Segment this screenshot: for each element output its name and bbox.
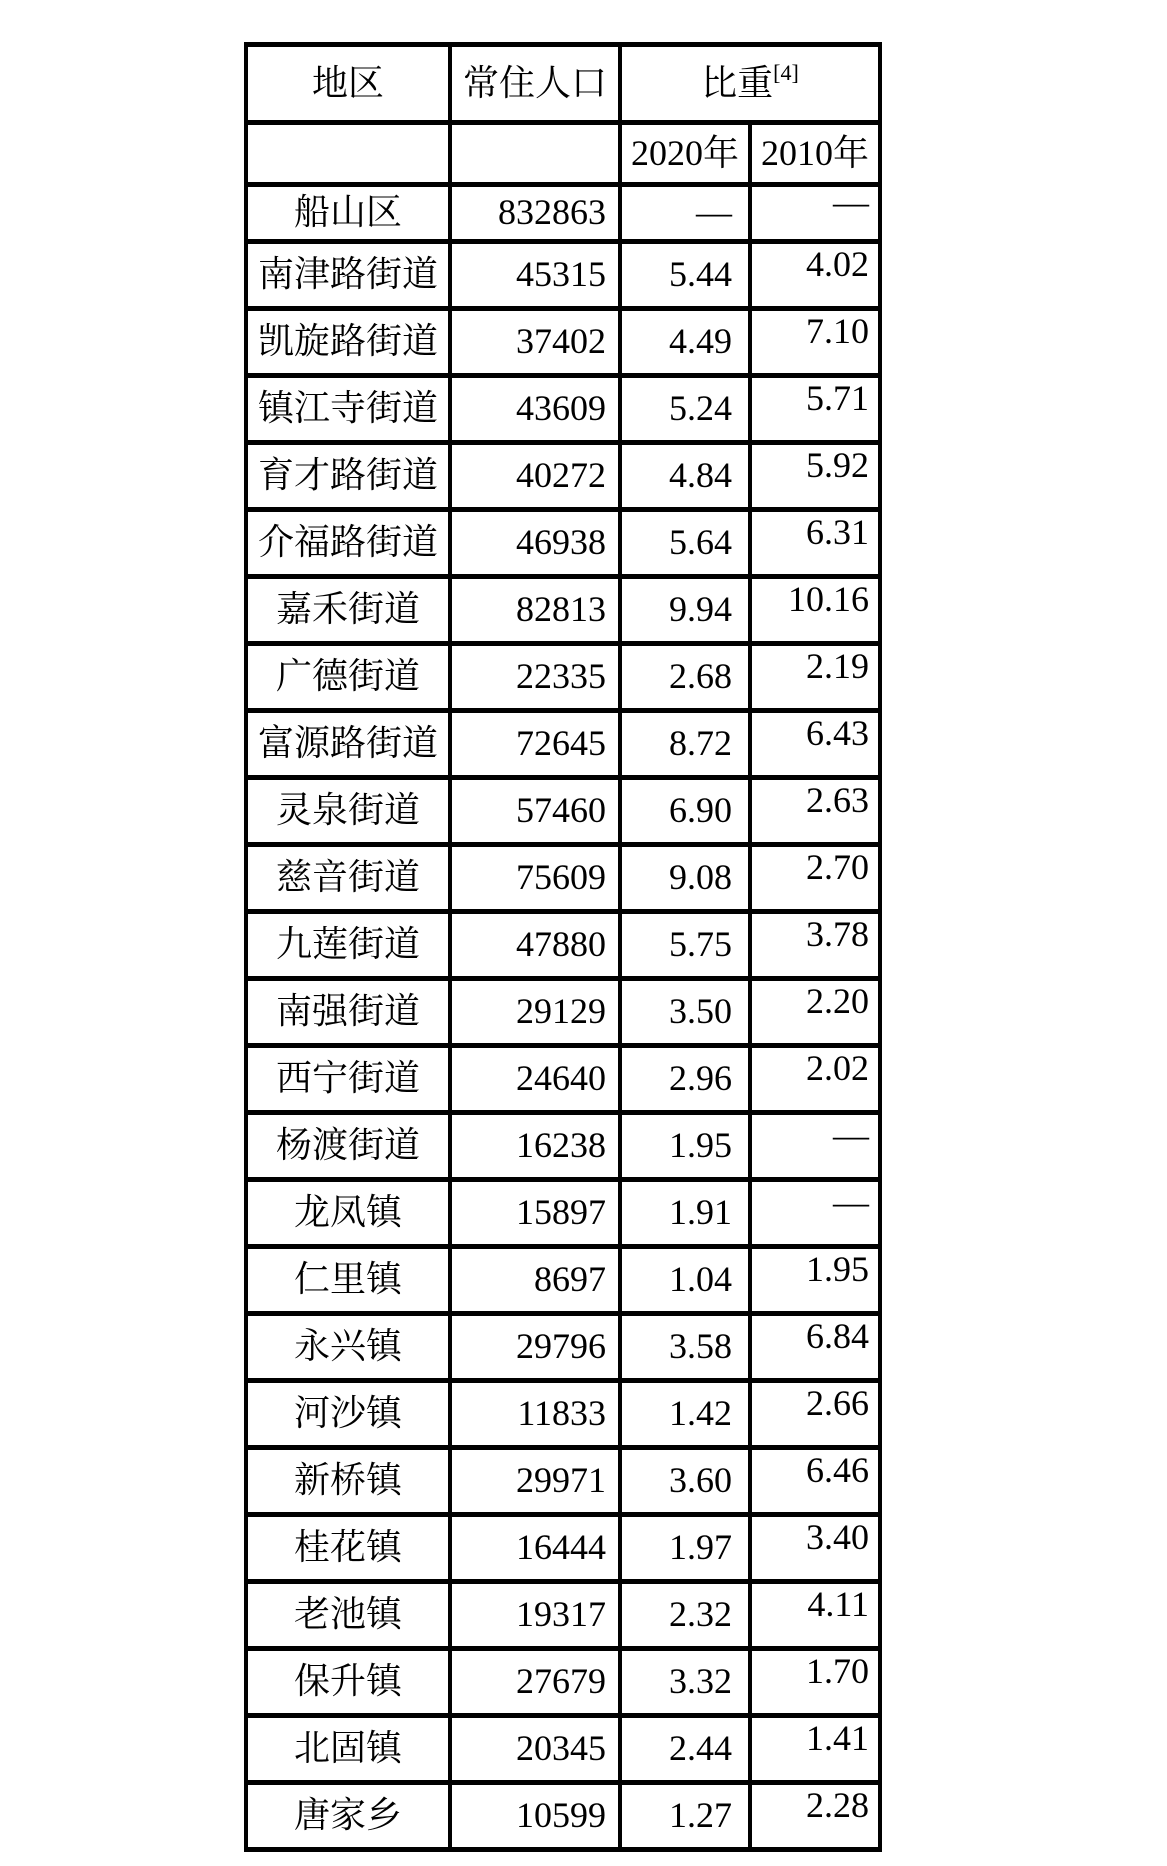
table-row bbox=[246, 912, 880, 979]
proportion-2020-cell bbox=[620, 644, 750, 711]
proportion-2020-cell bbox=[620, 1381, 750, 1448]
population-table bbox=[244, 42, 882, 1852]
population-cell-value: 43609 bbox=[516, 388, 606, 429]
header-population: 常住人口 bbox=[450, 45, 620, 123]
region-cell-value: 镇江寺街道 bbox=[257, 388, 438, 429]
proportion-2020-cell bbox=[620, 1582, 750, 1649]
region-cell bbox=[246, 1113, 450, 1180]
proportion-2010-cell bbox=[750, 309, 880, 376]
population-cell-value: 22335 bbox=[516, 656, 606, 697]
proportion-2010-cell bbox=[750, 1046, 880, 1113]
region-cell bbox=[246, 1783, 450, 1850]
proportion-2020-cell-value: 4.84 bbox=[669, 455, 732, 496]
population-cell bbox=[450, 510, 620, 577]
proportion-2020-cell bbox=[620, 1180, 750, 1247]
proportion-2010-cell bbox=[750, 979, 880, 1046]
proportion-2010-cell-value: 5.92 bbox=[806, 445, 869, 486]
table-row bbox=[246, 376, 880, 443]
proportion-2010-cell-value: 2.63 bbox=[806, 780, 869, 821]
population-cell bbox=[450, 778, 620, 845]
proportion-2020-cell-value: 5.75 bbox=[669, 924, 732, 965]
header-year-2010: 2010年 bbox=[750, 123, 880, 185]
proportion-2020-cell-value: 1.91 bbox=[669, 1192, 732, 1233]
population-cell bbox=[450, 443, 620, 510]
region-cell bbox=[246, 1649, 450, 1716]
population-cell-value: 46938 bbox=[516, 522, 606, 563]
proportion-2020-cell-value: — bbox=[696, 192, 732, 233]
region-cell-value: 杨渡街道 bbox=[275, 1125, 420, 1166]
population-cell-value: 20345 bbox=[516, 1728, 606, 1769]
proportion-2010-cell bbox=[750, 1515, 880, 1582]
proportion-2020-cell-value: 1.04 bbox=[669, 1259, 732, 1300]
table-header bbox=[246, 45, 880, 185]
proportion-2010-cell-value: 4.02 bbox=[806, 244, 869, 285]
proportion-2010-cell-value: 2.19 bbox=[806, 646, 869, 687]
proportion-2020-cell-value: 2.68 bbox=[669, 656, 732, 697]
population-cell bbox=[450, 1716, 620, 1783]
population-cell-value: 27679 bbox=[516, 1661, 606, 1702]
header-row-1 bbox=[246, 45, 880, 123]
table-row bbox=[246, 778, 880, 845]
region-cell-value: 永兴镇 bbox=[293, 1326, 402, 1367]
proportion-2020-cell bbox=[620, 1448, 750, 1515]
proportion-2020-cell bbox=[620, 1783, 750, 1850]
proportion-2010-cell-value: — bbox=[833, 1182, 869, 1223]
population-cell bbox=[450, 376, 620, 443]
proportion-2020-cell bbox=[620, 443, 750, 510]
population-cell-value: 16238 bbox=[516, 1125, 606, 1166]
population-cell bbox=[450, 912, 620, 979]
table-row bbox=[246, 1247, 880, 1314]
proportion-2020-cell-value: 1.42 bbox=[669, 1393, 732, 1434]
region-cell-value: 育才路街道 bbox=[257, 455, 438, 496]
proportion-2010-cell bbox=[750, 912, 880, 979]
region-cell-value: 西宁街道 bbox=[275, 1058, 420, 1099]
proportion-2010-cell bbox=[750, 510, 880, 577]
proportion-2020-cell bbox=[620, 912, 750, 979]
proportion-2020-cell bbox=[620, 309, 750, 376]
proportion-2020-cell-value: 9.08 bbox=[669, 857, 732, 898]
proportion-2020-cell bbox=[620, 1515, 750, 1582]
population-cell-value: 45315 bbox=[516, 254, 606, 295]
proportion-2010-cell bbox=[750, 1247, 880, 1314]
table-row bbox=[246, 242, 880, 309]
region-cell-value: 南强街道 bbox=[275, 991, 420, 1032]
region-cell bbox=[246, 1381, 450, 1448]
header-proportion bbox=[620, 45, 880, 123]
proportion-2020-cell bbox=[620, 1247, 750, 1314]
population-cell bbox=[450, 1314, 620, 1381]
proportion-2010-cell-value: 3.40 bbox=[806, 1517, 869, 1558]
proportion-2010-cell bbox=[750, 1314, 880, 1381]
footnote-ref-4: [4] bbox=[773, 59, 799, 85]
population-cell-value: 19317 bbox=[516, 1594, 606, 1635]
proportion-2010-cell bbox=[750, 644, 880, 711]
proportion-2020-cell bbox=[620, 510, 750, 577]
population-cell-value: 29971 bbox=[516, 1460, 606, 1501]
proportion-2020-cell bbox=[620, 711, 750, 778]
table-row bbox=[246, 185, 880, 242]
region-cell bbox=[246, 711, 450, 778]
proportion-2010-cell bbox=[750, 1113, 880, 1180]
region-cell bbox=[246, 1448, 450, 1515]
proportion-2010-cell bbox=[750, 778, 880, 845]
region-cell-value: 慈音街道 bbox=[275, 857, 420, 898]
proportion-2020-cell-value: 2.32 bbox=[669, 1594, 732, 1635]
table-row bbox=[246, 1582, 880, 1649]
population-cell-value: 15897 bbox=[516, 1192, 606, 1233]
proportion-2020-cell bbox=[620, 1046, 750, 1113]
table-row bbox=[246, 1649, 880, 1716]
proportion-2020-cell-value: 1.27 bbox=[669, 1795, 732, 1836]
proportion-2010-cell bbox=[750, 1783, 880, 1850]
region-cell bbox=[246, 309, 450, 376]
population-cell-value: 40272 bbox=[516, 455, 606, 496]
proportion-2020-cell bbox=[620, 242, 750, 309]
region-cell bbox=[246, 1716, 450, 1783]
table-row bbox=[246, 1314, 880, 1381]
population-cell-value: 11833 bbox=[517, 1393, 606, 1434]
proportion-2020-cell bbox=[620, 979, 750, 1046]
population-cell-value: 29129 bbox=[516, 991, 606, 1032]
proportion-2020-cell bbox=[620, 376, 750, 443]
region-cell bbox=[246, 443, 450, 510]
proportion-2010-cell bbox=[750, 1582, 880, 1649]
proportion-2020-cell-value: 8.72 bbox=[669, 723, 732, 764]
region-cell bbox=[246, 1180, 450, 1247]
proportion-2010-cell-value: 2.66 bbox=[806, 1383, 869, 1424]
table-row bbox=[246, 309, 880, 376]
proportion-2010-cell bbox=[750, 711, 880, 778]
region-cell-value: 广德街道 bbox=[275, 656, 420, 697]
table-row bbox=[246, 1783, 880, 1850]
table-row bbox=[246, 1448, 880, 1515]
table-row bbox=[246, 577, 880, 644]
region-cell-value: 河沙镇 bbox=[293, 1393, 402, 1434]
population-cell-value: 57460 bbox=[516, 790, 606, 831]
proportion-2010-cell bbox=[750, 845, 880, 912]
population-cell-value: 82813 bbox=[516, 589, 606, 630]
region-cell bbox=[246, 644, 450, 711]
region-cell bbox=[246, 242, 450, 309]
population-cell bbox=[450, 1515, 620, 1582]
population-cell bbox=[450, 711, 620, 778]
proportion-2010-cell-value: 2.20 bbox=[806, 981, 869, 1022]
population-cell-value: 29796 bbox=[516, 1326, 606, 1367]
proportion-2020-cell-value: 3.50 bbox=[669, 991, 732, 1032]
table-row bbox=[246, 1381, 880, 1448]
population-cell-value: 8697 bbox=[534, 1259, 606, 1300]
proportion-2010-cell-value: 3.78 bbox=[806, 914, 869, 955]
proportion-2010-cell-value: 7.10 bbox=[806, 311, 869, 352]
proportion-2010-cell-value: 2.02 bbox=[806, 1048, 869, 1089]
region-cell bbox=[246, 778, 450, 845]
proportion-2020-cell bbox=[620, 1113, 750, 1180]
proportion-2020-cell bbox=[620, 1716, 750, 1783]
region-cell-value: 凯旋路街道 bbox=[257, 321, 438, 362]
proportion-2010-cell-value: 5.71 bbox=[806, 378, 869, 419]
proportion-2010-cell-value: — bbox=[833, 1115, 869, 1156]
header-row-2 bbox=[246, 123, 880, 185]
proportion-2020-cell bbox=[620, 845, 750, 912]
region-cell bbox=[246, 912, 450, 979]
region-cell-value: 保升镇 bbox=[293, 1661, 402, 1702]
population-cell bbox=[450, 242, 620, 309]
proportion-2020-cell bbox=[620, 1649, 750, 1716]
proportion-2020-cell-value: 1.95 bbox=[669, 1125, 732, 1166]
population-cell-value: 37402 bbox=[516, 321, 606, 362]
proportion-2020-cell bbox=[620, 577, 750, 644]
table-row bbox=[246, 644, 880, 711]
proportion-2010-cell-value: 6.46 bbox=[806, 1450, 869, 1491]
table-row bbox=[246, 443, 880, 510]
proportion-2010-cell-value: 4.11 bbox=[807, 1584, 869, 1625]
proportion-2020-cell-value: 3.32 bbox=[669, 1661, 732, 1702]
region-cell-value: 新桥镇 bbox=[293, 1460, 402, 1501]
population-cell-value: 10599 bbox=[516, 1795, 606, 1836]
population-cell bbox=[450, 185, 620, 242]
proportion-2010-cell-value: 2.70 bbox=[806, 847, 869, 888]
population-cell bbox=[450, 1247, 620, 1314]
proportion-2020-cell-value: 5.44 bbox=[669, 254, 732, 295]
population-cell-value: 24640 bbox=[516, 1058, 606, 1099]
region-cell bbox=[246, 510, 450, 577]
region-cell-value: 仁里镇 bbox=[293, 1259, 402, 1300]
region-cell bbox=[246, 185, 450, 242]
region-cell-value: 介福路街道 bbox=[257, 522, 438, 563]
proportion-2010-cell bbox=[750, 577, 880, 644]
region-cell-value: 嘉禾街道 bbox=[275, 589, 420, 630]
region-cell-value: 桂花镇 bbox=[293, 1527, 402, 1568]
proportion-2010-cell bbox=[750, 443, 880, 510]
proportion-2020-cell-value: 6.90 bbox=[669, 790, 732, 831]
header-region: 地区 bbox=[246, 45, 450, 123]
population-cell bbox=[450, 1113, 620, 1180]
proportion-2010-cell bbox=[750, 1381, 880, 1448]
proportion-2010-cell-value: 2.28 bbox=[806, 1785, 869, 1826]
region-cell bbox=[246, 845, 450, 912]
header-empty-region bbox=[246, 123, 450, 185]
region-cell bbox=[246, 1046, 450, 1113]
region-cell-value: 灵泉街道 bbox=[275, 790, 420, 831]
region-cell-value: 南津路街道 bbox=[257, 254, 438, 295]
population-cell-value: 832863 bbox=[498, 192, 606, 233]
region-cell-value: 九莲街道 bbox=[275, 924, 420, 965]
region-cell-value: 龙凤镇 bbox=[293, 1192, 402, 1233]
header-proportion-label: 比重 bbox=[701, 62, 774, 103]
table-row bbox=[246, 845, 880, 912]
proportion-2020-cell-value: 9.94 bbox=[669, 589, 732, 630]
population-cell-value: 16444 bbox=[516, 1527, 606, 1568]
region-cell-value: 富源路街道 bbox=[257, 723, 438, 764]
table-body bbox=[246, 182, 880, 1850]
region-cell-value: 唐家乡 bbox=[293, 1795, 402, 1836]
population-cell bbox=[450, 577, 620, 644]
region-cell bbox=[246, 1247, 450, 1314]
table-row bbox=[246, 979, 880, 1046]
population-cell bbox=[450, 845, 620, 912]
population-cell bbox=[450, 979, 620, 1046]
proportion-2010-cell bbox=[750, 1649, 880, 1716]
population-cell bbox=[450, 1783, 620, 1850]
proportion-2020-cell-value: 5.64 bbox=[669, 522, 732, 563]
proportion-2010-cell-value: — bbox=[833, 182, 869, 223]
population-cell bbox=[450, 1448, 620, 1515]
proportion-2020-cell-value: 5.24 bbox=[669, 388, 732, 429]
proportion-2010-cell-value: 10.16 bbox=[788, 579, 869, 620]
region-cell bbox=[246, 1515, 450, 1582]
region-cell-value: 老池镇 bbox=[293, 1594, 402, 1635]
population-cell bbox=[450, 309, 620, 376]
proportion-2010-cell bbox=[750, 1180, 880, 1247]
proportion-2010-cell bbox=[750, 1448, 880, 1515]
population-cell bbox=[450, 1649, 620, 1716]
proportion-2020-cell-value: 4.49 bbox=[669, 321, 732, 362]
proportion-2020-cell bbox=[620, 778, 750, 845]
proportion-2020-cell-value: 3.60 bbox=[669, 1460, 732, 1501]
proportion-2020-cell-value: 1.97 bbox=[669, 1527, 732, 1568]
region-cell bbox=[246, 979, 450, 1046]
table-row bbox=[246, 1515, 880, 1582]
table-row bbox=[246, 510, 880, 577]
table-row bbox=[246, 711, 880, 778]
header-empty-population bbox=[450, 123, 620, 185]
proportion-2020-cell-value: 2.96 bbox=[669, 1058, 732, 1099]
population-cell-value: 72645 bbox=[516, 723, 606, 764]
proportion-2010-cell-value: 1.95 bbox=[806, 1249, 869, 1290]
region-cell-value: 北固镇 bbox=[293, 1728, 402, 1769]
proportion-2020-cell-value: 3.58 bbox=[669, 1326, 732, 1367]
table-row bbox=[246, 1716, 880, 1783]
population-cell-value: 75609 bbox=[516, 857, 606, 898]
proportion-2020-cell bbox=[620, 1314, 750, 1381]
table-row bbox=[246, 1046, 880, 1113]
table-row bbox=[246, 1180, 880, 1247]
population-cell bbox=[450, 1381, 620, 1448]
header-year-2020: 2020年 bbox=[620, 123, 750, 185]
proportion-2010-cell-value: 6.31 bbox=[806, 512, 869, 553]
proportion-2020-cell bbox=[620, 185, 750, 242]
population-cell-value: 47880 bbox=[516, 924, 606, 965]
population-cell bbox=[450, 1046, 620, 1113]
region-cell bbox=[246, 1582, 450, 1649]
proportion-2010-cell-value: 1.41 bbox=[806, 1718, 869, 1759]
population-cell bbox=[450, 1582, 620, 1649]
region-cell-value: 船山区 bbox=[293, 192, 402, 233]
proportion-2020-cell-value: 2.44 bbox=[669, 1728, 732, 1769]
population-cell bbox=[450, 1180, 620, 1247]
proportion-2010-cell bbox=[750, 1716, 880, 1783]
proportion-2010-cell bbox=[750, 242, 880, 309]
proportion-2010-cell-value: 6.84 bbox=[806, 1316, 869, 1357]
region-cell bbox=[246, 577, 450, 644]
population-cell bbox=[450, 644, 620, 711]
proportion-2010-cell-value: 1.70 bbox=[806, 1651, 869, 1692]
region-cell bbox=[246, 1314, 450, 1381]
proportion-2010-cell-value: 6.43 bbox=[806, 713, 869, 754]
proportion-2010-cell bbox=[750, 182, 880, 242]
table-row bbox=[246, 1113, 880, 1180]
region-cell bbox=[246, 376, 450, 443]
proportion-2010-cell bbox=[750, 376, 880, 443]
